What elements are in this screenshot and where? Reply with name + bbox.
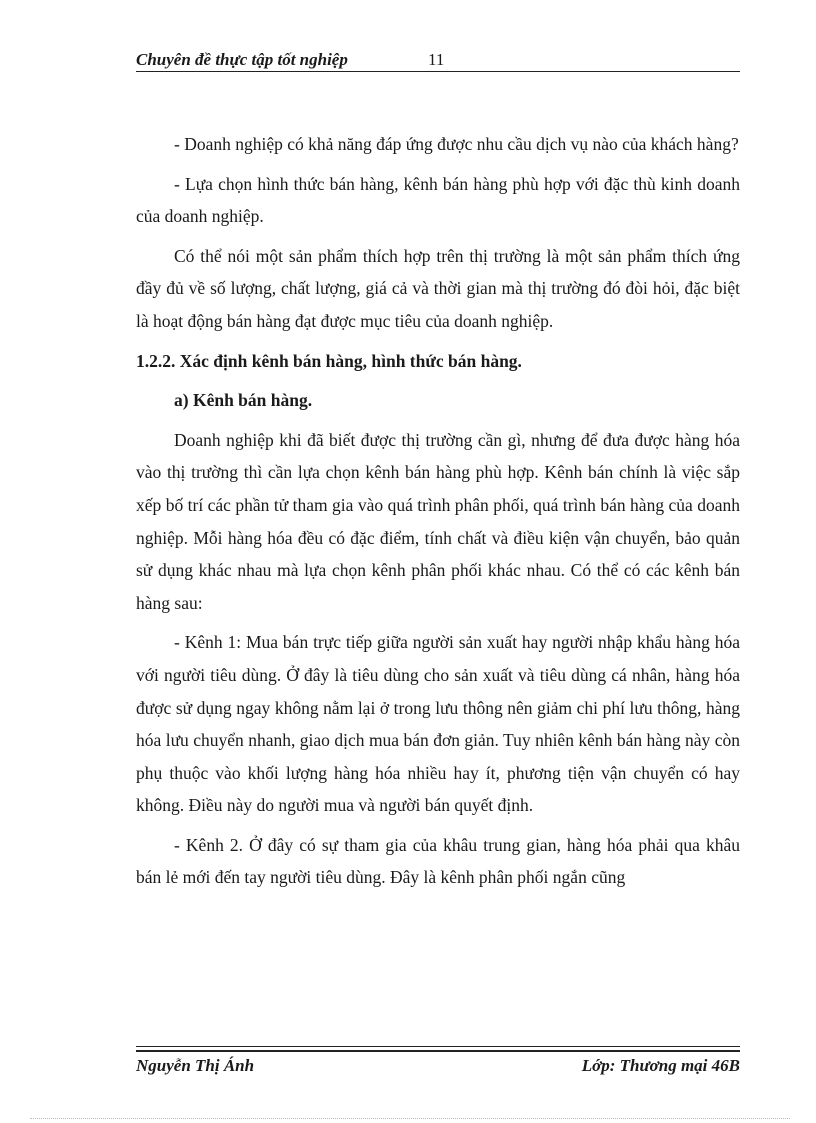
page-number: 11 <box>428 50 445 69</box>
header-divider <box>136 71 740 72</box>
page-header <box>136 48 740 72</box>
paragraph-channel-2: - Kênh 2. Ở đây có sự tham gia của khâu trung gian, hàng hóa phải qua khâu bán lẻ mới đến tay người tiêu dùng. Đây là kênh phân phối ngắn cũng <box>136 834 740 888</box>
class-name: Lớp: Thương mại 46B <box>581 1056 740 1075</box>
footer-divider-thick <box>136 1050 740 1052</box>
paragraph-bullet-channel-choice: - Lựa chọn hình thức bán hàng, kênh bán hàng phù hợp với đặc thù kinh doanh của doanh nghiệp. <box>136 173 740 227</box>
author-name: Nguyễn Thị Ánh <box>136 1056 255 1075</box>
paragraph-suitable-product: Có thể nói một sản phẩm thích hợp trên thị trường là một sản phẩm thích ứng đầy đủ về số lượng, chất lượng, giá cả và thời gian mà thị trường đó đòi hỏi, đặc biệt là hoạt động bán hàng đạt được mục tiêu của doanh nghiệp. <box>136 245 740 331</box>
subsection-heading: a) Kênh bán hàng. <box>174 390 313 411</box>
page-edge-dotted-line <box>30 1118 790 1119</box>
section-heading: 1.2.2. Xác định kênh bán hàng, hình thức bán hàng. <box>136 350 522 371</box>
paragraph-channel-1: - Kênh 1: Mua bán trực tiếp giữa người sản xuất hay người nhập khẩu hàng hóa với người tiêu dùng. Ở đây là tiêu dùng cho sản xuất và tiêu dùng cá nhân, hàng hóa được sử dụng ngay không nằm lại ở trong lưu thông nên giảm chi phí lưu thông, hàng hóa lưu chuyển nhanh, giao dịch mua bán đơn giản. Tuy nhiên kênh bán hàng này còn phụ thuộc vào khối lượng hàng hóa nhiều hay ít, phương tiện vận chuyển có hay không. Điều này do người mua và người bán quyết định. <box>136 632 740 816</box>
footer-divider-thin <box>136 1046 740 1047</box>
paragraph-bullet-service: - Doanh nghiệp có khả năng đáp ứng được nhu cầu dịch vụ nào của khách hàng? <box>174 134 739 154</box>
page-footer <box>136 1054 740 1078</box>
paragraph-channel-intro: Doanh nghiệp khi đã biết được thị trường cần gì, nhưng để đưa được hàng hóa vào thị trường thì cần lựa chọn kênh bán hàng phù hợp. Kênh bán chính là việc sắp xếp bố trí các phần tử tham gia vào quá trình phân phối, quá trình bán hàng của doanh nghiệp. Mỗi hàng hóa đều có đặc điểm, tính chất và điều kiện vận chuyển, bảo quản sử dụng khác nhau mà lựa chọn kênh phân phối khác nhau. Có thể có các kênh bán hàng sau: <box>136 429 740 613</box>
page-body <box>136 128 740 901</box>
document-title: Chuyên đề thực tập tốt nghiệp <box>136 50 348 69</box>
